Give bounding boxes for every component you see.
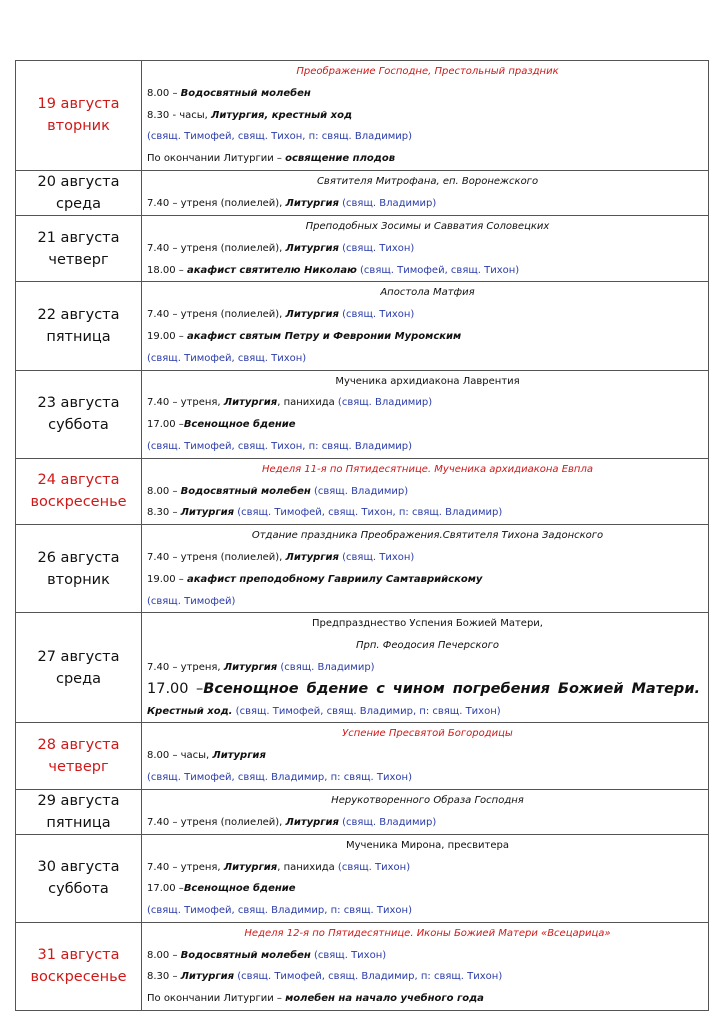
feast-name: Преображение Господне, Престольный праздник	[296, 66, 559, 77]
plain-text: 7.40 – утреня (полиелей),	[147, 816, 286, 828]
clergy-names: (свящ. Тимофей, свящ. Тихон)	[356, 264, 520, 276]
service-line	[147, 878, 708, 900]
plain-text: 8.30 –	[147, 507, 181, 519]
service-line	[147, 657, 708, 679]
weekday-label: четверг	[48, 251, 109, 268]
plain-text: 8.00 –	[147, 87, 181, 99]
services-cell	[142, 613, 709, 723]
feast-title	[147, 61, 708, 83]
date-cell	[16, 61, 142, 171]
services-cell	[142, 215, 709, 281]
service-line	[147, 414, 708, 436]
services-cell	[142, 525, 709, 613]
service-line	[147, 436, 708, 458]
service-name: Литургия	[212, 750, 266, 762]
weekday-label: суббота	[48, 417, 109, 434]
clergy-names: (свящ. Тимофей, свящ. Тихон)	[147, 352, 307, 364]
clergy-names: (свящ. Тихон)	[338, 309, 415, 321]
clergy-names: (свящ. Тихон)	[310, 949, 387, 961]
service-name: Литургия	[223, 661, 278, 673]
date-cell	[16, 723, 142, 789]
service-line	[147, 745, 708, 767]
clergy-names: (свящ. Владимир)	[338, 197, 437, 209]
service-name: Водосвятный молебен	[180, 87, 311, 99]
plain-text: , панихида	[277, 397, 338, 409]
service-name: акафист святителю Николаю	[187, 264, 357, 276]
plain-text: 8.00 –	[147, 949, 181, 961]
weekday-label: пятница	[46, 328, 111, 345]
clergy-names: (свящ. Владимир)	[277, 661, 375, 673]
service-line	[147, 635, 708, 657]
date-label: 24 августа	[37, 472, 120, 489]
service-line	[147, 326, 708, 348]
feast-name: Неделя 12-я по Пятидесятнице. Иконы Божией Матери «Всецарица»	[244, 927, 611, 939]
date-label: 31 августа	[37, 947, 120, 964]
service-line	[147, 105, 708, 127]
service-line	[147, 238, 708, 260]
service-line	[147, 83, 708, 105]
weekday-label: пятница	[46, 814, 111, 831]
feast-title	[147, 835, 708, 857]
clergy-names: (свящ. Тимофей, свящ. Владимир, п: свящ. Тихон)	[147, 771, 412, 783]
clergy-names: (свящ. Владимир)	[338, 816, 437, 828]
date-label: 27 августа	[37, 648, 120, 665]
date-label: 29 августа	[37, 792, 120, 809]
feast-title	[147, 216, 708, 238]
clergy-names: (свящ. Тимофей)	[147, 595, 236, 607]
service-line	[147, 392, 708, 414]
service-name: Литургия	[180, 971, 235, 983]
schedule-row	[16, 834, 709, 922]
date-cell	[16, 613, 142, 723]
date-cell	[16, 458, 142, 524]
services-cell	[142, 723, 709, 789]
plain-text: 17.00 –	[147, 883, 184, 895]
plain-text: 19.00 –	[147, 573, 187, 585]
feast-name: Апостола Матфия	[380, 287, 475, 299]
date-cell	[16, 922, 142, 1010]
clergy-names: (свящ. Тимофей, свящ. Владимир, п: свящ. Тихон)	[147, 905, 412, 917]
schedule-table	[15, 60, 709, 1011]
feast-title	[147, 371, 708, 393]
service-line	[147, 767, 708, 789]
schedule-row	[16, 789, 709, 834]
service-line	[147, 260, 708, 282]
schedule-row	[16, 61, 709, 171]
schedule-row	[16, 723, 709, 789]
service-line	[147, 679, 708, 701]
service-line	[147, 900, 708, 922]
schedule-row	[16, 458, 709, 524]
service-line	[147, 945, 708, 967]
services-cell	[142, 922, 709, 1010]
service-line	[147, 304, 708, 326]
weekday-label: вторник	[47, 571, 110, 588]
weekday-label: вторник	[47, 118, 110, 135]
plain-text: 7.40 – утреня (полиелей),	[147, 309, 286, 321]
weekday-label: среда	[55, 195, 101, 212]
weekday-label: четверг	[48, 759, 109, 775]
clergy-names: (свящ. Тимофей, свящ. Владимир, п: свящ. Тихон)	[234, 971, 503, 983]
service-line	[147, 193, 708, 215]
plain-text: 17.00 –	[147, 680, 204, 697]
plain-text: 8.00 – часы,	[147, 750, 213, 762]
plain-text: 8.00 –	[147, 485, 181, 497]
schedule-row	[16, 613, 709, 723]
service-line	[147, 547, 708, 569]
feast-name: Успение Пресвятой Богородицы	[342, 728, 513, 740]
service-line	[147, 569, 708, 591]
services-cell	[142, 282, 709, 370]
feast-name: Неделя 11-я по Пятидесятнице. Мученика архидиакона Евпла	[261, 463, 593, 475]
feast-title	[147, 459, 708, 481]
date-label: 22 августа	[37, 306, 120, 323]
schedule-body	[16, 61, 709, 1011]
service-name: Литургия	[285, 816, 339, 828]
date-cell	[16, 834, 142, 922]
feast-name: Отдание праздника Преображения.Святителя Тихона Задонского	[251, 530, 604, 542]
service-line	[147, 481, 708, 503]
feast-title	[147, 171, 708, 193]
plain-text: 7.40 – утреня,	[147, 397, 224, 409]
service-name: Литургия	[285, 197, 339, 209]
feast-title	[147, 525, 708, 547]
date-label: 21 августа	[37, 229, 120, 246]
service-name: Литургия	[223, 861, 278, 873]
plain-text: 8.30 - часы,	[147, 109, 212, 121]
service-name: акафист святым Петру и Февронии Муромским	[187, 330, 462, 342]
clergy-names: (свящ. Тихон)	[338, 242, 415, 254]
service-name: Литургия	[285, 242, 339, 254]
plain-text: Мученика Мирона, пресвитера	[346, 839, 509, 851]
service-name: Литургия	[223, 397, 278, 409]
service-name: Литургия	[285, 309, 339, 321]
weekday-label: среда	[55, 670, 101, 687]
services-cell	[142, 458, 709, 524]
plain-text: Предпразднество Успения Божией Матери,	[312, 618, 543, 630]
schedule-row	[16, 215, 709, 281]
service-name: Всенощное бдение	[183, 883, 296, 895]
date-label: 30 августа	[37, 859, 120, 876]
service-name: Всенощное бдение с чином погребения Божией Матери.	[203, 680, 700, 697]
feast-title	[147, 923, 708, 945]
date-label: 26 августа	[37, 549, 120, 566]
services-cell	[142, 834, 709, 922]
service-name: Водосвятный молебен	[180, 949, 311, 961]
plain-text: 7.40 – утреня (полиелей),	[147, 197, 286, 209]
service-name: Водосвятный молебен	[180, 485, 311, 497]
plain-text: 18.00 –	[147, 264, 187, 276]
clergy-names: (свящ. Владимир)	[310, 485, 409, 497]
clergy-names: (свящ. Тимофей, свящ. Владимир, п: свящ. Тихон)	[232, 705, 501, 717]
date-cell	[16, 789, 142, 834]
service-line	[147, 348, 708, 370]
date-cell	[16, 370, 142, 458]
service-name: Крестный ход.	[147, 705, 233, 717]
date-label: 23 августа	[37, 395, 120, 412]
service-line	[147, 988, 708, 1010]
feast-name: Преподобных Зосимы и Савватия Соловецких	[305, 220, 550, 232]
feast-name: Прп. Феодосия Печерского	[356, 640, 499, 652]
service-name: Литургия, крестный ход	[211, 109, 353, 121]
service-line	[147, 812, 708, 834]
clergy-names: (свящ. Владимир)	[337, 397, 433, 409]
service-line	[147, 701, 708, 723]
date-cell	[16, 215, 142, 281]
service-line	[147, 857, 708, 879]
date-cell	[16, 170, 142, 215]
plain-text: 7.40 – утреня (полиелей),	[147, 242, 286, 254]
plain-text: , панихида	[277, 861, 338, 873]
service-line	[147, 966, 708, 988]
clergy-names: (свящ. Тимофей, свящ. Тихон, п: свящ. Владимир)	[147, 131, 412, 143]
weekday-label: воскресенье	[30, 494, 127, 511]
date-label: 28 августа	[37, 737, 120, 753]
service-name: освящение плодов	[285, 153, 396, 165]
plain-text: 8.30 –	[147, 971, 181, 983]
feast-title	[147, 723, 708, 745]
service-name: Литургия	[180, 507, 235, 519]
schedule-row	[16, 922, 709, 1010]
service-name: молебен на начало учебного года	[285, 993, 484, 1005]
plain-text: 17.00 –	[147, 419, 184, 431]
service-line	[147, 502, 708, 524]
plain-text: По окончании Литургии –	[147, 153, 286, 165]
services-cell	[142, 370, 709, 458]
date-label: 20 августа	[37, 173, 120, 190]
service-line	[147, 148, 708, 170]
plain-text: 19.00 –	[147, 330, 187, 342]
clergy-names: (свящ. Тихон)	[338, 551, 415, 563]
feast-title	[147, 790, 708, 812]
plain-text: По окончании Литургии –	[147, 993, 286, 1005]
plain-text: Мученика архидиакона Лаврентия	[335, 375, 520, 387]
clergy-names: (свящ. Тимофей, свящ. Тихон, п: свящ. Владимир)	[147, 440, 412, 452]
clergy-names: (свящ. Тимофей, свящ. Тихон, п: свящ. Владимир)	[234, 507, 503, 519]
schedule-row	[16, 370, 709, 458]
service-line	[147, 126, 708, 148]
date-label: 19 августа	[37, 96, 120, 113]
weekday-label: суббота	[48, 881, 109, 898]
schedule-row	[16, 282, 709, 370]
service-line	[147, 591, 708, 613]
schedule-row	[16, 170, 709, 215]
date-cell	[16, 525, 142, 613]
feast-name: Нерукотворенного Образа Господня	[331, 794, 524, 806]
services-cell	[142, 170, 709, 215]
plain-text: 7.40 – утреня,	[147, 861, 224, 873]
schedule-row	[16, 525, 709, 613]
clergy-names: (свящ. Тихон)	[337, 861, 411, 873]
services-cell	[142, 61, 709, 171]
feast-title	[147, 282, 708, 304]
feast-name: Святителя Митрофана, еп. Воронежского	[316, 176, 539, 188]
plain-text: 7.40 – утреня (полиелей),	[147, 551, 286, 563]
weekday-label: воскресенье	[30, 969, 127, 986]
services-cell	[142, 789, 709, 834]
service-name: акафист преподобному Гавриилу Самтаврийскому	[187, 573, 483, 585]
service-name: Литургия	[285, 551, 339, 563]
date-cell	[16, 282, 142, 370]
plain-text: 7.40 – утреня,	[147, 661, 224, 673]
service-name: Всенощное бдение	[183, 419, 296, 431]
feast-title	[147, 613, 708, 635]
